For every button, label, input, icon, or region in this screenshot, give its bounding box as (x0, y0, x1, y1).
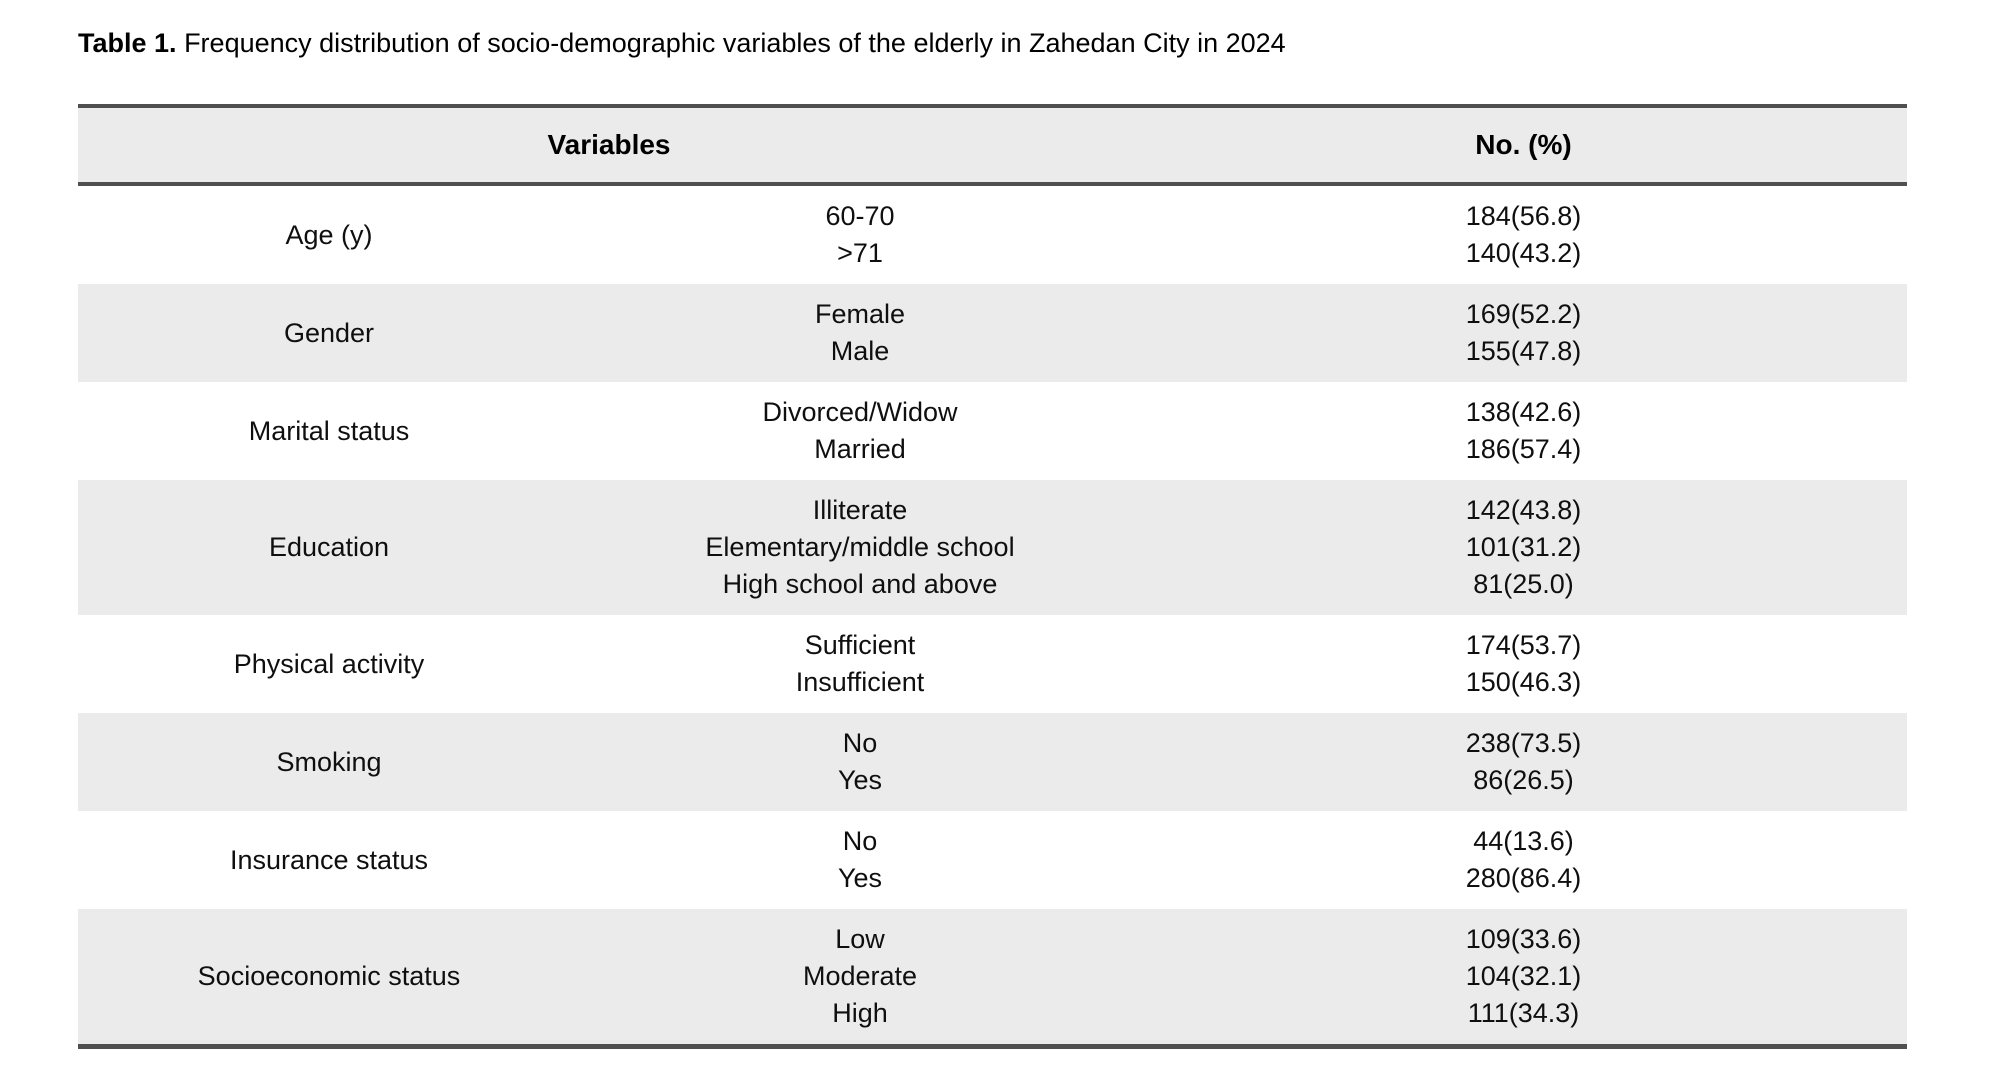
category-cell-line: Yes (837, 863, 883, 893)
value-cell-line: 186(57.4) (1465, 434, 1582, 464)
value-cell-line: 138(42.6) (1465, 397, 1582, 427)
value-cell (1140, 184, 1907, 284)
variable-name-cell: Physical activity (233, 648, 425, 679)
category-cell-line: Elementary/middle school (705, 532, 1015, 562)
value-cell (1140, 713, 1907, 811)
table-caption-label: Table 1. (78, 28, 177, 58)
category-cell (580, 184, 1140, 284)
table-caption (78, 26, 2000, 60)
category-cell-line: Low (835, 924, 885, 954)
table-row (78, 713, 1907, 811)
category-cell-line: Female (814, 299, 906, 329)
variable-name-cell: Marital status (248, 415, 410, 446)
value-cell-line: 169(52.2) (1465, 299, 1582, 329)
category-cell-line: Illiterate (812, 495, 908, 525)
value-cell-line: 101(31.2) (1465, 532, 1582, 562)
header-no-pct: No. (%) (1140, 106, 1907, 184)
category-cell-line: Male (830, 336, 890, 366)
table-caption-text: Frequency distribution of socio-demographic variables of the elderly in Zahedan City in 2024 (184, 28, 1286, 58)
value-cell (1140, 909, 1907, 1047)
category-cell (580, 615, 1140, 713)
category-cell-line: Insufficient (795, 667, 925, 697)
category-cell (580, 713, 1140, 811)
value-cell (1140, 480, 1907, 615)
variable-name-cell: Education (268, 532, 390, 562)
value-cell-line: 86(26.5) (1473, 765, 1574, 795)
table-header (78, 106, 1907, 184)
value-cell-line: 280(86.4) (1465, 863, 1582, 893)
category-cell (580, 480, 1140, 615)
category-cell-line: 60-70 (825, 201, 895, 231)
table-row (78, 284, 1907, 382)
category-cell (580, 909, 1140, 1047)
category-cell-line: No (842, 826, 878, 856)
value-cell-line: 44(13.6) (1473, 826, 1574, 856)
table-row (78, 811, 1907, 909)
category-cell (580, 811, 1140, 909)
category-cell-line: >71 (837, 238, 883, 268)
category-cell-line: No (842, 728, 878, 758)
header-variables: Variables (78, 106, 1140, 184)
table-row (78, 184, 1907, 284)
value-cell-line: 140(43.2) (1465, 238, 1582, 268)
value-cell-line: 104(32.1) (1465, 961, 1582, 991)
category-cell-line: Sufficient (804, 630, 916, 660)
value-cell (1140, 382, 1907, 480)
value-cell-line: 184(56.8) (1465, 201, 1582, 231)
table-row (78, 480, 1907, 615)
value-cell-line: 111(34.3) (1467, 998, 1580, 1028)
table-body (78, 184, 1907, 1047)
value-cell (1140, 284, 1907, 382)
variable-name-cell: Smoking (276, 746, 382, 777)
table-header-row (78, 106, 1907, 184)
value-cell (1140, 811, 1907, 909)
category-cell-line: Married (814, 434, 906, 464)
category-cell-line: Moderate (802, 961, 918, 991)
frequency-table (78, 104, 1907, 1049)
category-cell-line: High (832, 998, 888, 1028)
table-row (78, 615, 1907, 713)
category-cell-line: Divorced/Widow (762, 397, 958, 427)
category-cell (580, 284, 1140, 382)
value-cell-line: 109(33.6) (1465, 924, 1582, 954)
category-cell-line: High school and above (722, 569, 998, 599)
category-cell (580, 382, 1140, 480)
category-cell-line: Yes (837, 765, 883, 795)
value-cell-line: 238(73.5) (1465, 728, 1582, 758)
value-cell (1140, 615, 1907, 713)
variable-name-cell: Gender (283, 317, 375, 348)
value-cell-line: 174(53.7) (1465, 630, 1582, 660)
value-cell-line: 150(46.3) (1465, 667, 1582, 697)
value-cell-line: 142(43.8) (1465, 495, 1582, 525)
variable-name-cell: Age (y) (285, 219, 373, 250)
table-row (78, 909, 1907, 1047)
table-row (78, 382, 1907, 480)
variable-name-cell: Socioeconomic status (197, 961, 461, 991)
value-cell-line: 155(47.8) (1465, 336, 1582, 366)
variable-name-cell: Insurance status (229, 844, 429, 875)
value-cell-line: 81(25.0) (1473, 569, 1574, 599)
